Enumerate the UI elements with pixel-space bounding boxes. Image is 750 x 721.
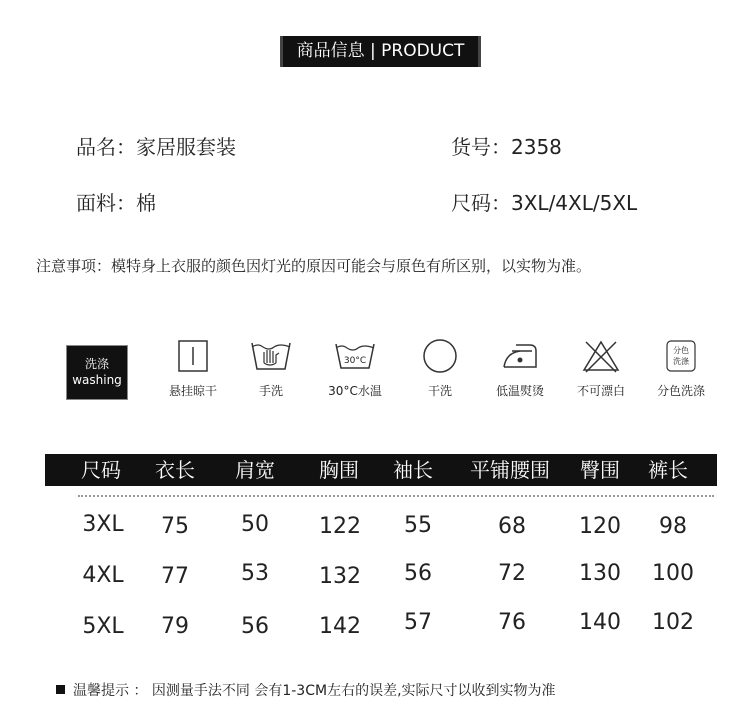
cell-chest: 142 bbox=[319, 614, 361, 639]
header-hip: 臀围 bbox=[580, 458, 620, 482]
notice-text: 注意事项：模特身上衣服的颜色因灯光的原因可能会与原色有所区别，以实物为准。 bbox=[36, 257, 592, 275]
product-fabric-value: 棉 bbox=[136, 191, 156, 215]
care-label: 30°C水温 bbox=[328, 384, 382, 398]
cell-length: 77 bbox=[161, 564, 189, 589]
product-name bbox=[76, 131, 236, 160]
dry-clean-icon bbox=[422, 338, 458, 374]
product-size bbox=[451, 187, 637, 216]
cell-hip: 130 bbox=[579, 561, 621, 586]
cell-hip: 120 bbox=[579, 514, 621, 539]
care-label: 干洗 bbox=[427, 384, 452, 398]
warm-tips-text: 温馨提示 ： 因测量手法不同 会有1-3CM左右的误差,实际尺寸以收到实物为准 bbox=[73, 683, 556, 699]
section-title: 商品信息 | PRODUCT bbox=[280, 36, 481, 67]
cell-pants-length: 100 bbox=[652, 561, 694, 586]
bullet-square-icon bbox=[56, 685, 65, 694]
product-size-value: 3XL/4XL/5XL bbox=[511, 191, 638, 215]
care-label: 手洗 bbox=[258, 384, 283, 398]
header-waist: 平铺腰围 bbox=[470, 458, 550, 482]
warm-tips bbox=[56, 680, 556, 700]
product-code-label: 货号： bbox=[451, 135, 511, 159]
cell-waist: 68 bbox=[498, 514, 526, 539]
cell-length: 75 bbox=[161, 514, 189, 539]
washing-badge bbox=[66, 345, 128, 400]
table-divider bbox=[78, 495, 714, 497]
cell-size: 3XL bbox=[82, 512, 124, 537]
cell-pants-length: 102 bbox=[652, 610, 694, 635]
product-code-value: 2358 bbox=[511, 135, 562, 159]
wash-30-icon-text: 30°C bbox=[343, 356, 367, 366]
care-label: 低温熨烫 bbox=[495, 384, 544, 398]
care-item-wash-30 bbox=[310, 338, 400, 399]
product-name-label: 品名： bbox=[76, 135, 136, 159]
care-item-hang-dry bbox=[148, 338, 238, 399]
size-table-header bbox=[45, 454, 717, 486]
cell-waist: 76 bbox=[498, 610, 526, 635]
cell-waist: 72 bbox=[498, 561, 526, 586]
low-iron-icon bbox=[500, 340, 540, 372]
cell-shoulder: 53 bbox=[241, 561, 269, 586]
care-label: 悬挂晾干 bbox=[168, 384, 217, 398]
cell-sleeve: 56 bbox=[404, 561, 432, 586]
cell-length: 79 bbox=[161, 614, 189, 639]
cell-size: 5XL bbox=[82, 614, 124, 639]
cell-shoulder: 56 bbox=[241, 614, 269, 639]
cell-chest: 122 bbox=[319, 514, 361, 539]
product-fabric-label: 面料： bbox=[76, 191, 136, 215]
cell-sleeve: 55 bbox=[404, 513, 432, 538]
separate-wash-icon-text-2: 洗涤 bbox=[673, 357, 689, 366]
product-code bbox=[451, 131, 562, 160]
no-bleach-icon bbox=[581, 339, 621, 373]
wash-30-icon bbox=[333, 340, 377, 372]
cell-chest: 132 bbox=[319, 564, 361, 589]
cell-shoulder: 50 bbox=[241, 512, 269, 537]
care-label: 不可漂白 bbox=[576, 384, 625, 398]
header-sleeve: 袖长 bbox=[393, 458, 433, 482]
cell-hip: 140 bbox=[579, 610, 621, 635]
care-item-hand-wash bbox=[226, 338, 316, 399]
cell-size: 4XL bbox=[82, 563, 124, 588]
header-size: 尺码 bbox=[81, 458, 121, 482]
product-name-value: 家居服套装 bbox=[136, 135, 236, 159]
cell-pants-length: 98 bbox=[659, 514, 687, 539]
washing-badge-en: washing bbox=[72, 373, 122, 387]
hang-dry-icon bbox=[178, 340, 208, 372]
separate-wash-icon-text-1: 分色 bbox=[673, 346, 689, 355]
header-pants-length: 裤长 bbox=[648, 458, 688, 482]
product-fabric bbox=[76, 187, 156, 216]
care-item-separate-wash bbox=[636, 338, 726, 399]
header-chest: 胸围 bbox=[319, 458, 359, 482]
care-item-no-bleach bbox=[556, 338, 646, 399]
header-shoulder: 肩宽 bbox=[235, 458, 275, 482]
header-length: 衣长 bbox=[155, 458, 195, 482]
care-label: 分色洗涤 bbox=[656, 384, 705, 398]
separate-wash-icon bbox=[666, 340, 696, 372]
washing-badge-cn: 洗涤 bbox=[84, 357, 109, 371]
care-item-low-iron bbox=[475, 338, 565, 399]
care-item-dry-clean bbox=[395, 338, 485, 399]
product-size-label: 尺码： bbox=[451, 191, 511, 215]
hand-wash-icon bbox=[249, 339, 293, 373]
cell-sleeve: 57 bbox=[404, 610, 432, 635]
